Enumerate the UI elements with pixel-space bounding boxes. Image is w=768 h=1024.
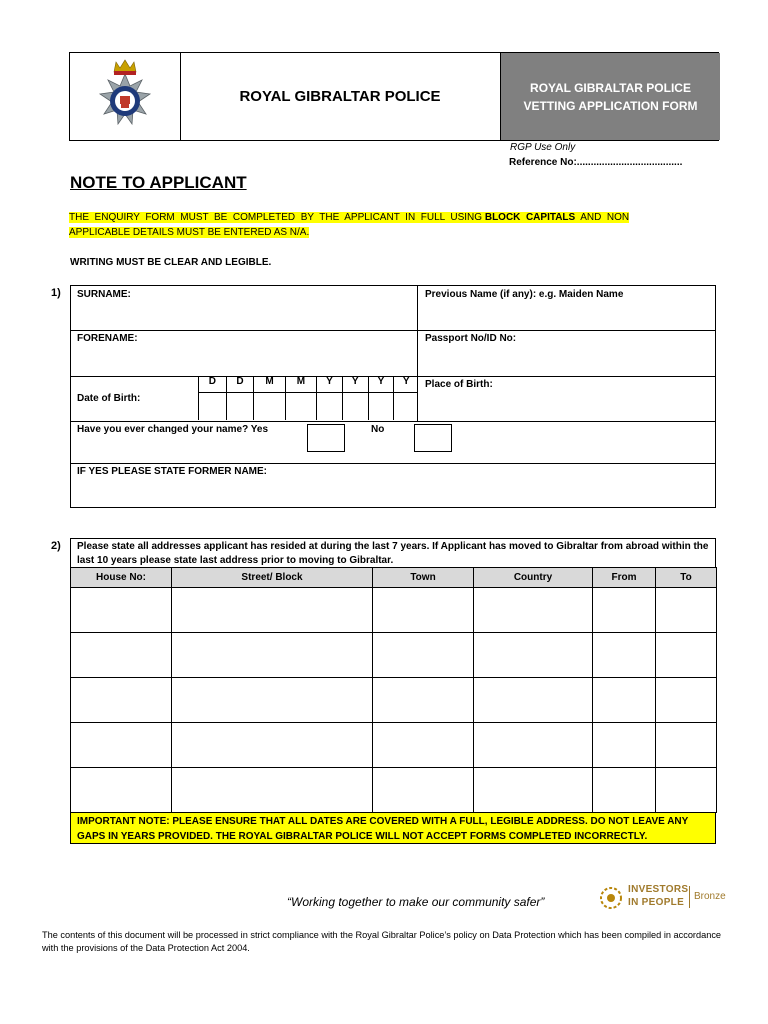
table-row: [71, 633, 717, 678]
from-cell[interactable]: [593, 633, 656, 678]
dob-digit-label: Y: [394, 376, 418, 392]
note-line1-a: THE ENQUIRY FORM MUST BE COMPLETED BY THE APPLICANT IN FULL USING: [69, 212, 485, 223]
column-header: To: [656, 568, 717, 588]
dob-digit-input[interactable]: [199, 392, 227, 420]
house-no-cell[interactable]: [71, 723, 172, 768]
column-header: House No:: [71, 568, 172, 588]
dob-label: Date of Birth:: [77, 393, 141, 404]
investors-in-people-logo: [598, 883, 738, 913]
dob-digit-input[interactable]: [254, 392, 285, 420]
police-crest-icon: [90, 58, 160, 134]
rgp-use-only: RGP Use Only: [510, 142, 576, 153]
country-cell[interactable]: [474, 678, 593, 723]
dob-digit-input[interactable]: [342, 392, 368, 420]
column-header: From: [593, 568, 656, 588]
note-instructions: [69, 210, 719, 240]
dob-digit-input[interactable]: [226, 392, 254, 420]
table-row: [71, 678, 717, 723]
section1-box: [70, 285, 716, 508]
dob-digit-label: Y: [342, 376, 368, 392]
surname-label: SURNAME:: [77, 289, 131, 300]
iip-line2: IN PEOPLE: [628, 897, 685, 908]
house-no-cell[interactable]: [71, 633, 172, 678]
column-header: Country: [474, 568, 593, 588]
data-protection-disclaimer: The contents of this document will be processed in strict compliance with the Royal Gibraltar Police’s policy on Data Protection which has been compiled in accordance with the provisions of the Data Protection Act 2004.: [42, 930, 722, 953]
house-no-cell[interactable]: [71, 588, 172, 633]
house-no-cell[interactable]: [71, 768, 172, 813]
from-cell[interactable]: [593, 768, 656, 813]
address-table: [70, 567, 717, 813]
country-cell[interactable]: [474, 633, 593, 678]
to-cell[interactable]: [656, 768, 717, 813]
iip-level: Bronze: [694, 891, 726, 902]
town-cell[interactable]: [373, 723, 474, 768]
forename-label: FORENAME:: [77, 333, 138, 344]
to-cell[interactable]: [656, 633, 717, 678]
section1-number: 1): [51, 287, 61, 299]
town-cell[interactable]: [373, 633, 474, 678]
address-table-header: [71, 568, 717, 588]
table-row: [71, 768, 717, 813]
previous-name-label: Previous Name (if any): e.g. Maiden Name: [425, 289, 624, 300]
dob-digit-grid: [198, 376, 418, 420]
laurel-icon: [598, 885, 624, 911]
former-name-label: IF YES PLEASE STATE FORMER NAME:: [77, 466, 268, 477]
to-cell[interactable]: [656, 588, 717, 633]
from-cell[interactable]: [593, 588, 656, 633]
dob-digit-input[interactable]: [394, 392, 418, 420]
dob-digit-label: Y: [317, 376, 343, 392]
header-right-line2: VETTING APPLICATION FORM: [523, 98, 698, 113]
dob-digit-label: M: [254, 376, 285, 392]
dob-digit-input[interactable]: [368, 392, 394, 420]
to-cell[interactable]: [656, 723, 717, 768]
dob-digit-input[interactable]: [317, 392, 343, 420]
dob-digit-label: M: [285, 376, 316, 392]
street-cell[interactable]: [172, 723, 373, 768]
column-header: Town: [373, 568, 474, 588]
town-cell[interactable]: [373, 768, 474, 813]
column-header: Street/ Block: [172, 568, 373, 588]
street-cell[interactable]: [172, 678, 373, 723]
passport-label: Passport No/ID No:: [425, 333, 517, 344]
town-cell[interactable]: [373, 588, 474, 633]
note-line1-c: AND NON: [575, 212, 630, 223]
country-cell[interactable]: [474, 768, 593, 813]
header-right-line1: ROYAL GIBRALTAR POLICE: [530, 80, 691, 95]
changed-name-no-label: No: [371, 424, 385, 435]
crest-area: [70, 53, 181, 140]
to-cell[interactable]: [656, 678, 717, 723]
header-box: [69, 52, 719, 141]
section2-number: 2): [51, 540, 61, 552]
house-no-cell[interactable]: [71, 678, 172, 723]
table-row: [71, 723, 717, 768]
note-title: NOTE TO APPLICANT: [70, 173, 247, 192]
header-grey-panel: [500, 53, 720, 140]
writing-note: WRITING MUST BE CLEAR AND LEGIBLE.: [70, 257, 272, 268]
changed-name-yes-box[interactable]: [307, 424, 345, 452]
header-left-title: ROYAL GIBRALTAR POLICE: [239, 88, 441, 105]
motto: “Working together to make our community safer”: [287, 895, 545, 909]
street-cell[interactable]: [172, 768, 373, 813]
important-note: IMPORTANT NOTE: PLEASE ENSURE THAT ALL DATES ARE COVERED WITH A FULL, LEGIBLE ADDRESS. DO NOT LEAVE ANY GAPS IN YEARS PROVIDED. THE ROYAL GIBRALTAR POLICE WILL NOT ACCEPT FORMS COMPLETED INCORRECTLY.: [70, 813, 716, 844]
place-of-birth-label: Place of Birth:: [425, 379, 493, 390]
dob-digit-input[interactable]: [285, 392, 316, 420]
changed-name-no-box[interactable]: [414, 424, 452, 452]
street-cell[interactable]: [172, 633, 373, 678]
from-cell[interactable]: [593, 678, 656, 723]
section2-box: [70, 538, 716, 844]
town-cell[interactable]: [373, 678, 474, 723]
from-cell[interactable]: [593, 723, 656, 768]
iip-line1: INVESTORS: [628, 884, 689, 895]
reference-number: Reference No:......................................: [509, 157, 683, 168]
note-line1-b: BLOCK CAPITALS: [484, 212, 576, 223]
table-row: [71, 588, 717, 633]
street-cell[interactable]: [172, 588, 373, 633]
address-instructions: Please state all addresses applicant has resided at during the last 7 years. If Applicant has moved to Gibraltar from abroad within the last 10 years please state last address prior to moving to Gibraltar.: [70, 538, 716, 567]
changed-name-label: Have you ever changed your name? Yes: [77, 424, 269, 435]
country-cell[interactable]: [474, 588, 593, 633]
dob-digit-label: D: [226, 376, 254, 392]
note-line2: APPLICABLE DETAILS MUST BE ENTERED AS N/A.: [69, 227, 310, 238]
dob-digit-label: D: [199, 376, 227, 392]
country-cell[interactable]: [474, 723, 593, 768]
dob-digit-label: Y: [368, 376, 394, 392]
